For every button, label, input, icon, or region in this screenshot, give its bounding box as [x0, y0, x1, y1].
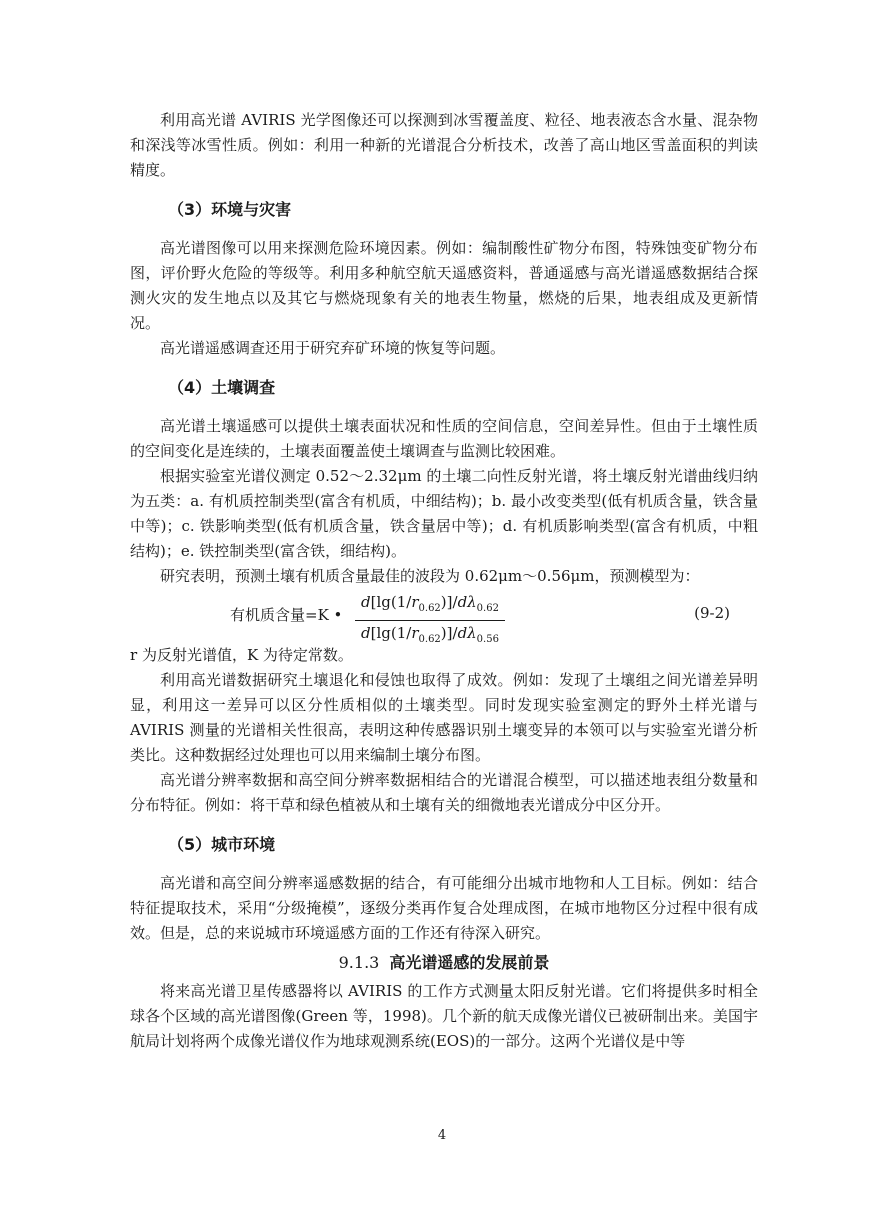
- heading-urban-environment: （5）城市环境: [168, 835, 276, 854]
- heading-section-9-1-3: [130, 950, 758, 975]
- paragraph-aviris-snow: 利用高光谱 AVIRIS 光学图像还可以探测到冰雪覆盖度、粒径、地表液态含水量、混杂物和深浅等冰雪性质。例如：利用一种新的光谱混合分析技术，改善了高山地区雪盖面积的判读精度。: [130, 111, 758, 179]
- paragraph-soil-2: 根据实验室光谱仪测定 0.52～2.32μm 的土壤二向性反射光谱，将土壤反射光谱曲线归纳为五类：a. 有机质控制类型(富含有机质，中细结构)；b. 最小改变类型(低有机质含量，铁含量中等)；c. 铁影响类型(低有机质含量，铁含量居中等)；d. 有机质影响类型(富含有机质，中粗结构)；e. 铁控制类型(富含铁，细结构)。: [130, 467, 758, 560]
- paragraph-urban-1: 高光谱和高空间分辨率遥感数据的结合，有可能细分出城市地物和人工目标。例如：结合特征提取技术，采用“分级掩模”，逐级分类再作复合处理成图，在城市地物区分过程中很有成效。但是，总的来说城市环境遥感方面的工作还有待深入研究。: [130, 874, 758, 942]
- paragraph-soil-4: r 为反射光谱值，K 为待定常数。: [130, 646, 353, 664]
- page-number: 4: [437, 1128, 447, 1143]
- paragraph-soil-5: 利用高光谱数据研究土壤退化和侵蚀也取得了成效。例如：发现了土壤组之间光谱差异明显，利用这一差异可以区分性质相似的土壤类型。同时发现实验室测定的野外土样光谱与 AVIRIS 测量的光谱相关性很高，表明这种传感器识别土壤变异的本领可以与实验室光谱分析类比。这种数据经过处理也可以用来编制土壤分布图。: [130, 671, 758, 764]
- heading-soil-survey: （4）土壤调查: [168, 378, 276, 397]
- formula-9-2: [130, 591, 758, 645]
- paragraph-soil-3: 研究表明，预测土壤有机质含量最佳的波段为 0.62μm～0.56μm，预测模型为：: [160, 567, 700, 585]
- paragraph-soil-6: 高光谱分辨率数据和高空间分辨率数据相结合的光谱混合模型，可以描述地表组分数量和分布特征。例如：将干草和绿色植被从和土壤有关的细微地表光谱成分中区分开。: [130, 771, 758, 814]
- heading-environment-disaster: （3）环境与灾害: [168, 200, 292, 219]
- paragraph-environment-1: 高光谱图像可以用来探测危险环境因素。例如：编制酸性矿物分布图，特殊蚀变矿物分布图，评价野火危险的等级等。利用多种航空航天遥感资料，普通遥感与高光谱遥感数据结合探测火灾的发生地点以及其它与燃烧现象有关的地表生物量，燃烧的后果，地表组成及更新情况。: [130, 239, 758, 332]
- paragraph-environment-2: 高光谱遥感调查还用于研究弃矿环境的恢复等问题。: [160, 339, 506, 357]
- page-content: [130, 108, 758, 1054]
- formula-fraction: [355, 591, 505, 652]
- formula-lhs: 有机质含量=K •: [230, 606, 343, 624]
- section-number: 9.1.3: [338, 953, 380, 972]
- paragraph-prospects-1: 将来高光谱卫星传感器将以 AVIRIS 的工作方式测量太阳反射光谱。它们将提供多时相全球各个区域的高光谱图像(Green 等，1998)。几个新的航天成像光谱仪已被研制出来。美国宇航局计划将两个成像光谱仪作为地球观测系统(EOS)的一部分。这两个光谱仪是中等: [130, 982, 758, 1050]
- formula-denominator: $d[\lg(1/r_{0.62})]/d\lambda_{0.56}$: [361, 624, 499, 645]
- formula-numerator: $d[\lg(1/r_{0.62})]/d\lambda_{0.62}$: [355, 591, 505, 621]
- formula-number: (9-2): [694, 604, 730, 622]
- section-title: 高光谱遥感的发展前景: [389, 953, 550, 972]
- paragraph-soil-1: 高光谱土壤遥感可以提供土壤表面状况和性质的空间信息，空间差异性。但由于土壤性质的空间变化是连续的，土壤表面覆盖使土壤调查与监测比较困难。: [130, 417, 758, 460]
